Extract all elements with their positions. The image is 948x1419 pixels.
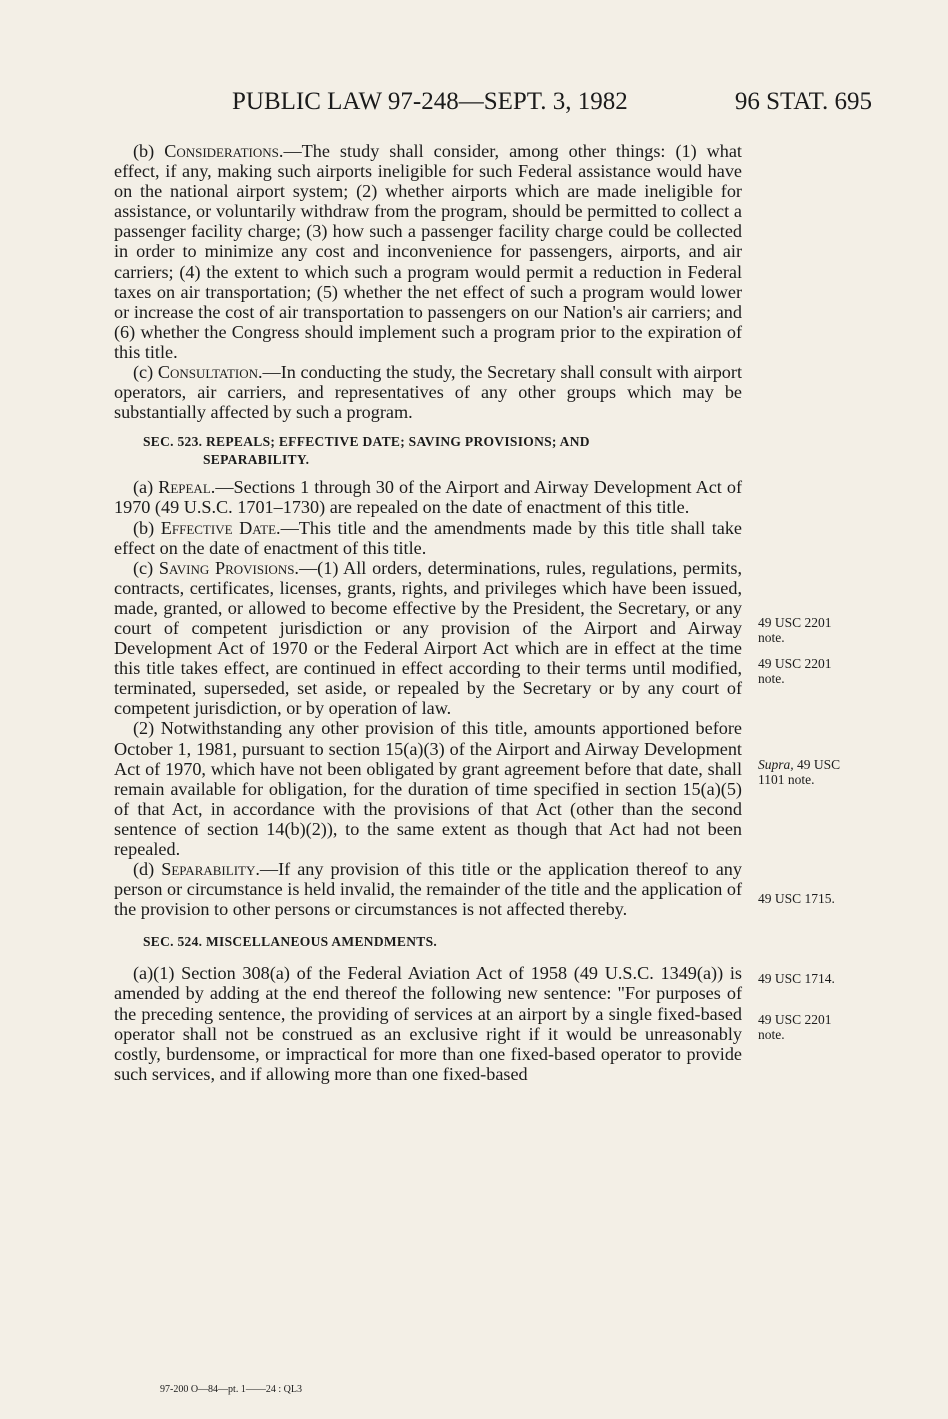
margin-note-line: 49 USC 1714.: [758, 971, 835, 986]
margin-note: [758, 1012, 878, 1042]
margin-note-line: note.: [758, 671, 785, 686]
printer-code: 97-200 O—84—pt. 1——24 : QL3: [160, 1384, 302, 1395]
paragraph-apportioned-amounts: (2) Notwithstanding any other provision of this title, amounts apportioned before October 1, 1981, pursuant to section 15(a)(3) of the Airport and Airway Development Act of 1970, which have not been obligated by grant agreement before that date, shall remain available for obligation, for the duration of time specified in section 15(a)(5) of that Act, in accordance with the provisions of that Act (other than the second sentence of section 14(b)(2)), to the same extent as though that Act had not been repealed.: [114, 718, 742, 859]
subsection-heading: Consultation.: [157, 362, 263, 383]
subsection-heading: Effective Date.: [160, 517, 281, 538]
subsection-label: (c): [133, 362, 158, 383]
header-title: PUBLIC LAW 97-248—SEPT. 3, 1982: [232, 88, 628, 115]
subsection-heading: Separability.: [161, 859, 260, 880]
paragraph-text: —This title and the amendments made by this title shall take effect on the date of enactment of this title.: [114, 517, 742, 558]
paragraph-amendment-308: (a)(1) Section 308(a) of the Federal Aviation Act of 1958 (49 U.S.C. 1349(a)) is amended by adding at the end thereof the following new sentence: "For purposes of the preceding sentence, the providing of services at an airport by a single fixed-based operator shall not be construed as an exclusive right if it would be unreasonably costly, burdensome, or impractical for more than one fixed-based operator to provide such services, and if allowing more than one fixed-based: [114, 963, 742, 1084]
paragraph-saving-provisions: [114, 558, 742, 719]
page-header: [0, 88, 948, 122]
paragraph-considerations: [114, 141, 742, 362]
margin-note: [758, 656, 878, 686]
paragraph-effective-date: [114, 518, 742, 558]
paragraph-consultation: [114, 362, 742, 422]
margin-note-line: 49 USC 2201: [758, 615, 832, 630]
paragraph-separability: [114, 859, 742, 919]
paragraph-text: —In conducting the study, the Secretary shall consult with airport operators, air carriers, and representatives of any other groups which may be substantially affected by such a program.: [114, 362, 743, 423]
section-heading-line: SEC. 523. REPEALS; EFFECTIVE DATE; SAVING PROVISIONS; AND: [143, 434, 590, 450]
margin-note-text: 49 USC: [793, 757, 841, 772]
margin-note-italic: Supra,: [758, 757, 794, 772]
margin-note-line: note.: [758, 1027, 785, 1042]
section-523-heading: [114, 433, 742, 469]
margin-note-line: [758, 757, 878, 772]
margin-note: [758, 615, 878, 645]
margin-note: [758, 757, 878, 787]
paragraph-repeal: [114, 477, 742, 517]
subsection-label: (b): [133, 141, 165, 161]
margin-note: [758, 891, 878, 906]
subsection-heading: Repeal.: [158, 477, 216, 498]
margin-note-line: 49 USC 2201: [758, 1012, 832, 1027]
subsection-label: (b): [133, 517, 161, 538]
paragraph-text: —(1) All orders, determinations, rules, regulations, permits, contracts, certificates, licenses, grants, rights, and privileges which have been issued, made, granted, or allowed to become effective by the President, the Secretary, or any court of competent jurisdiction or any provision of the Airport and Airway Development Act of 1970 or the Federal Airport Act which are in effect at the time this title takes effect, are continued in effect according to their terms until modified, terminated, superseded, set aside, or repealed by the Secretary or by any court of competent jurisdiction, or by operation of law.: [114, 557, 743, 719]
subsection-heading: Saving Provisions.: [158, 557, 299, 578]
paragraph-text: —If any provision of this title or the application thereof to any person or circumstance is held invalid, the remainder of the title and the application of the provision to other persons or circumstances is not affected thereby.: [114, 859, 742, 920]
margin-note-line: 49 USC 2201: [758, 656, 832, 671]
paragraph-text: —Sections 1 through 30 of the Airport and Airway Development Act of 1970 (49 U.S.C. 1701–1730) are repealed on the date of enactment of this title.: [114, 477, 742, 518]
subsection-heading: Considerations.: [164, 141, 284, 161]
subsection-label: (c): [133, 557, 159, 578]
margin-note-line: 1101 note.: [758, 772, 815, 787]
paragraph-text: —The study shall consider, among other things: (1) what effect, if any, making such airports ineligible for such Federal assistance would have on the national airport system; (2) whether airports which are made ineligible for assistance, or voluntarily withdraw from the program, should be permitted to collect a passenger facility charge; (3) how such a passenger facility charge could be collected in order to minimize any cost and inconvenience for passengers, airports, and air carriers; (4) the extent to which such a program would permit a reduction in Federal taxes on air transportation; (5) whether the net effect of such a program would lower or increase the cost of air transportation to passengers on our Nation's air carriers; and (6) whether the Congress should implement such a program prior to the expiration of this title.: [114, 141, 742, 362]
margin-note: [758, 971, 878, 986]
section-heading-line: SEPARABILITY.: [203, 452, 310, 468]
subsection-label: (a): [133, 477, 159, 498]
margin-note-line: note.: [758, 630, 785, 645]
subsection-label: (d): [133, 859, 162, 880]
margin-note-line: 49 USC 1715.: [758, 891, 835, 906]
body-text: [114, 141, 742, 1084]
section-524-heading: SEC. 524. MISCELLANEOUS AMENDMENTS.: [143, 934, 438, 950]
statute-page-number: 96 STAT. 695: [734, 88, 872, 115]
